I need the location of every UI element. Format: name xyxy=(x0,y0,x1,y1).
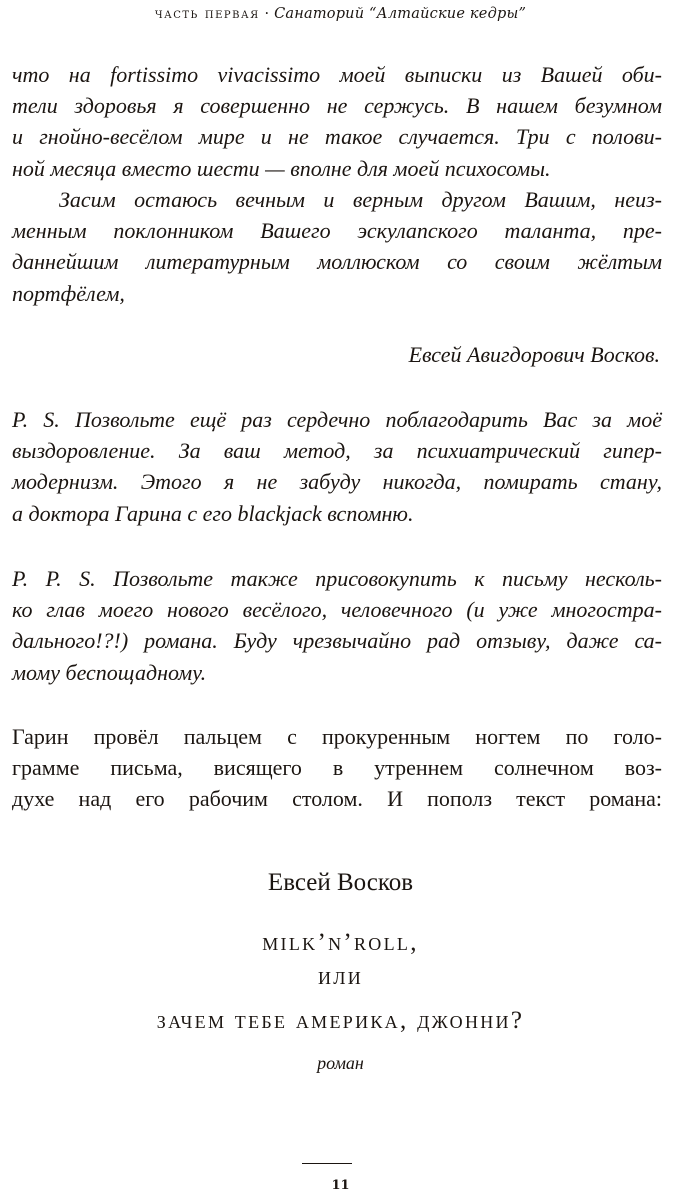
text-line: модернизм. Этого я не забуду никогда, помирать стану, xyxy=(12,469,662,495)
letter-paragraph-1 xyxy=(12,59,662,184)
page-number: 11 xyxy=(331,1178,350,1193)
novel-title-line-1: milk’n’roll, xyxy=(262,929,419,956)
novel-genre: роман xyxy=(317,1053,364,1073)
header-separator: · xyxy=(264,6,270,22)
text-line: тели здоровья я совершенно не сержусь. В нашем безумном xyxy=(12,93,662,119)
text-line: Засим остаюсь вечным и верным другом Вашим, неиз- xyxy=(59,187,662,212)
novel-title-line-2: или xyxy=(317,963,364,990)
text-line: и гнойно-весёлом мире и не такое случается. Три с полови- xyxy=(12,124,662,150)
letter-paragraph-2 xyxy=(12,184,662,309)
novel-title-line-3: зачем тебе америка, джонни? xyxy=(156,1007,525,1034)
text-line: ной месяца вместо шести — вполне для моей психосомы. xyxy=(12,155,551,181)
letter-signature: Евсей Авигдорович Восков. xyxy=(408,342,660,367)
novel-author: Евсей Восков xyxy=(267,869,414,896)
text-line: мому беспощадному. xyxy=(12,659,207,685)
text-line: P. S. Позвольте ещё раз сердечно поблагодарить Вас за моё xyxy=(12,407,662,432)
text-line: P. P. S. Позвольте также присовокупить к письму несколь- xyxy=(12,566,662,591)
postscript-1 xyxy=(12,404,662,529)
text-line: Гарин провёл пальцем с прокуренным ногтем по голо- xyxy=(12,724,662,749)
header-chapter-title: Санаторий “Алтайские кедры” xyxy=(274,6,527,22)
header-part: часть первая xyxy=(154,6,260,22)
text-line: портфёлем, xyxy=(12,280,125,306)
text-line: что на fortissimo vivacissimo моей выписки из Вашей оби- xyxy=(12,62,662,87)
text-line: даннейшим литературным моллюском со своим жёлтым xyxy=(12,249,662,275)
postscript-2 xyxy=(12,563,662,688)
narrative-paragraph xyxy=(12,721,662,815)
running-header xyxy=(0,6,681,22)
text-line: выздоровление. За ваш метод, за психиатрический гипер- xyxy=(12,438,662,464)
footer-rule xyxy=(302,1163,352,1164)
text-line: духе над его рабочим столом. И пополз текст романа: xyxy=(12,786,662,812)
text-line: ко глав моего нового весёлого, человечного (и уже многостра- xyxy=(12,597,662,623)
text-line: грамме письма, висящего в утреннем солнечном воз- xyxy=(12,755,662,781)
text-line: а доктора Гарина с его blackjack вспомню. xyxy=(12,500,414,526)
text-line: дального!?!) романа. Буду чрезвычайно рад отзыву, даже са- xyxy=(12,628,662,654)
text-line: менным поклонником Вашего эскулапского таланта, пре- xyxy=(12,218,662,244)
